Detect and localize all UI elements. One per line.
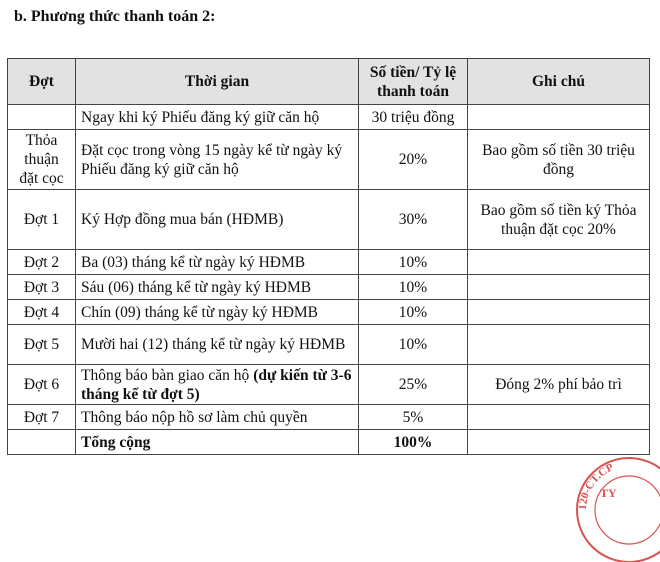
cell-amount: 5%	[359, 405, 468, 430]
table-header-row	[8, 59, 650, 105]
table-row	[8, 275, 650, 300]
cell-dot: Đợt 5	[8, 325, 76, 365]
cell-note	[468, 405, 650, 430]
total-amount: 100%	[359, 430, 468, 455]
header-time: Thời gian	[76, 59, 359, 105]
cell-note	[468, 325, 650, 365]
cell-time-bold: (dự kiến từ 3-6 tháng kể từ đợt 5)	[81, 366, 352, 403]
table-row	[8, 300, 650, 325]
table-row	[8, 365, 650, 405]
header-amount: Số tiền/ Tỷ lệ thanh toán	[359, 59, 468, 105]
cell-time: Chín (09) tháng kể từ ngày ký HĐMB	[76, 300, 359, 325]
table-row	[8, 405, 650, 430]
cell-note: Bao gồm số tiền 30 triệu đồng	[468, 130, 650, 190]
cell-amount: 25%	[359, 365, 468, 405]
table-row	[8, 190, 650, 250]
cell-amount: 10%	[359, 250, 468, 275]
cell-note	[468, 300, 650, 325]
svg-text:120-CT.CP	[577, 461, 616, 510]
cell-dot	[8, 105, 76, 130]
cell-time: Ký Hợp đồng mua bán (HĐMB)	[76, 190, 359, 250]
cell-time: Đặt cọc trong vòng 15 ngày kể từ ngày ký Phiếu đăng ký giữ căn hộ	[76, 130, 359, 190]
cell-amount: 30 triệu đồng	[359, 105, 468, 130]
company-seal-stamp	[574, 452, 660, 562]
cell-note	[468, 275, 650, 300]
header-dot: Đợt	[8, 59, 76, 105]
table-row	[8, 130, 650, 190]
cell-time-regular: Thông báo bàn giao căn hộ	[81, 366, 254, 384]
cell-dot: Đợt 1	[8, 190, 76, 250]
cell-time: Mười hai (12) tháng kể từ ngày ký HĐMB	[76, 325, 359, 365]
cell-dot: Đợt 7	[8, 405, 76, 430]
table-row	[8, 250, 650, 275]
cell-time: Ba (03) tháng kể từ ngày ký HĐMB	[76, 250, 359, 275]
payment-schedule-table	[7, 58, 650, 455]
cell-note: Bao gồm số tiền ký Thỏa thuận đặt cọc 20%	[468, 190, 650, 250]
cell-time: Sáu (06) tháng kể từ ngày ký HĐMB	[76, 275, 359, 300]
table-total-row	[8, 430, 650, 455]
cell-dot: Đợt 2	[8, 250, 76, 275]
table-row	[8, 105, 650, 130]
cell-dot	[8, 430, 76, 455]
cell-time	[76, 365, 359, 405]
cell-dot: Đợt 4	[8, 300, 76, 325]
cell-note	[468, 430, 650, 455]
table-row	[8, 325, 650, 365]
cell-amount: 10%	[359, 325, 468, 365]
cell-time: Ngay khi ký Phiếu đăng ký giữ căn hộ	[76, 105, 359, 130]
section-heading: b. Phương thức thanh toán 2:	[14, 8, 216, 25]
cell-amount: 10%	[359, 300, 468, 325]
cell-note	[468, 105, 650, 130]
cell-dot: Thỏa thuận đặt cọc	[8, 130, 76, 190]
cell-time: Thông báo nộp hồ sơ làm chủ quyền	[76, 405, 359, 430]
cell-amount: 30%	[359, 190, 468, 250]
cell-dot: Đợt 3	[8, 275, 76, 300]
cell-note: Đóng 2% phí bảo trì	[468, 365, 650, 405]
header-note: Ghi chú	[468, 59, 650, 105]
seal-text-inner: TY	[600, 486, 617, 500]
seal-text: 120-CT.CP	[576, 461, 616, 511]
cell-amount: 20%	[359, 130, 468, 190]
cell-amount: 10%	[359, 275, 468, 300]
total-label: Tổng cộng	[76, 430, 359, 455]
cell-dot: Đợt 6	[8, 365, 76, 405]
cell-note	[468, 250, 650, 275]
